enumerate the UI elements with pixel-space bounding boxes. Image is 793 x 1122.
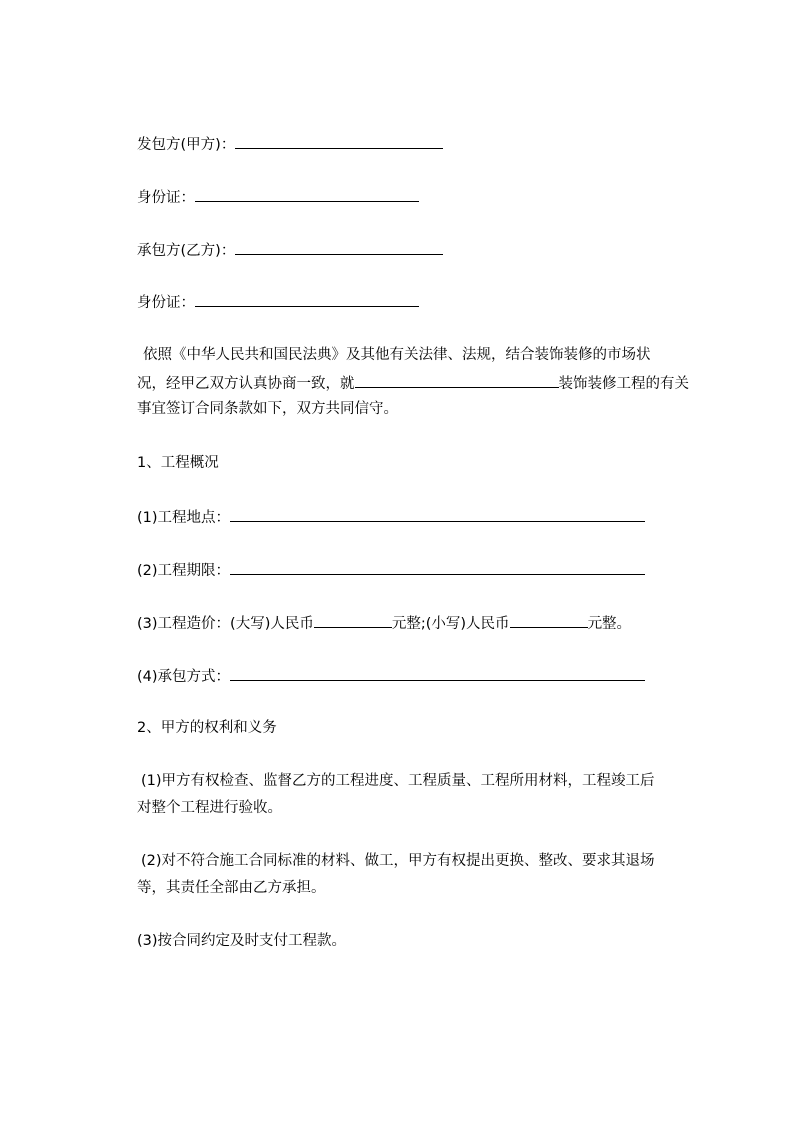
cost-line — [137, 612, 631, 634]
method-line — [137, 665, 645, 687]
section2-heading: 2、甲方的权利和义务 — [137, 720, 277, 736]
preamble-line-2-start: 况，经甲乙双方认真协商一致，就 — [137, 376, 355, 392]
method-blank[interactable] — [230, 665, 645, 681]
employer-blank[interactable] — [235, 133, 443, 149]
contractor-blank[interactable] — [235, 239, 443, 255]
project-name-blank[interactable] — [355, 372, 559, 388]
contractor-id-blank[interactable] — [195, 291, 419, 307]
item2-line-1: (2)对不符合施工合同标准的材料、做工，甲方有权提出更换、整改、要求其退场 — [141, 853, 655, 869]
item1-line-2: 对整个工程进行验收。 — [137, 800, 282, 816]
cost-end: 元整。 — [587, 616, 632, 632]
location-blank[interactable] — [230, 506, 645, 522]
employer-line — [137, 133, 443, 155]
preamble-line-3: 事宜签订合同条款如下，双方共同信守。 — [137, 401, 398, 417]
period-blank[interactable] — [230, 559, 645, 575]
item1-line-1: (1)甲方有权检查、监督乙方的工程进度、工程质量、工程所用材料，工程竣工后 — [141, 773, 655, 789]
contractor-id-label: 身份证： — [137, 295, 195, 311]
period-label: (2)工程期限： — [137, 563, 231, 579]
cost-lower-blank[interactable] — [510, 612, 588, 628]
section1-heading: 1、工程概况 — [137, 455, 219, 471]
contractor-id-line — [137, 291, 419, 313]
cost-label: (3)工程造价：(大写)人民币 — [137, 616, 314, 632]
cost-upper-blank[interactable] — [314, 612, 392, 628]
location-label: (1)工程地点： — [137, 510, 231, 526]
contractor-line — [137, 239, 443, 261]
employer-id-label: 身份证： — [137, 190, 195, 206]
cost-mid: 元整;(小写)人民币 — [391, 616, 510, 632]
contractor-label: 承包方(乙方)： — [137, 243, 236, 259]
preamble-line-1: 依照《中华人民共和国民法典》及其他有关法律、法规，结合装饰装修的市场状 — [143, 347, 651, 363]
method-label: (4)承包方式： — [137, 669, 231, 685]
period-line — [137, 559, 645, 581]
location-line — [137, 506, 645, 528]
employer-id-line — [137, 186, 419, 208]
preamble-line-2 — [137, 372, 689, 394]
employer-label: 发包方(甲方)： — [137, 137, 236, 153]
item2-line-2: 等，其责任全部由乙方承担。 — [137, 880, 326, 896]
preamble-line-2-end: 装饰装修工程的有关 — [558, 376, 689, 392]
employer-id-blank[interactable] — [195, 186, 419, 202]
item3-line: (3)按合同约定及时支付工程款。 — [137, 933, 347, 949]
